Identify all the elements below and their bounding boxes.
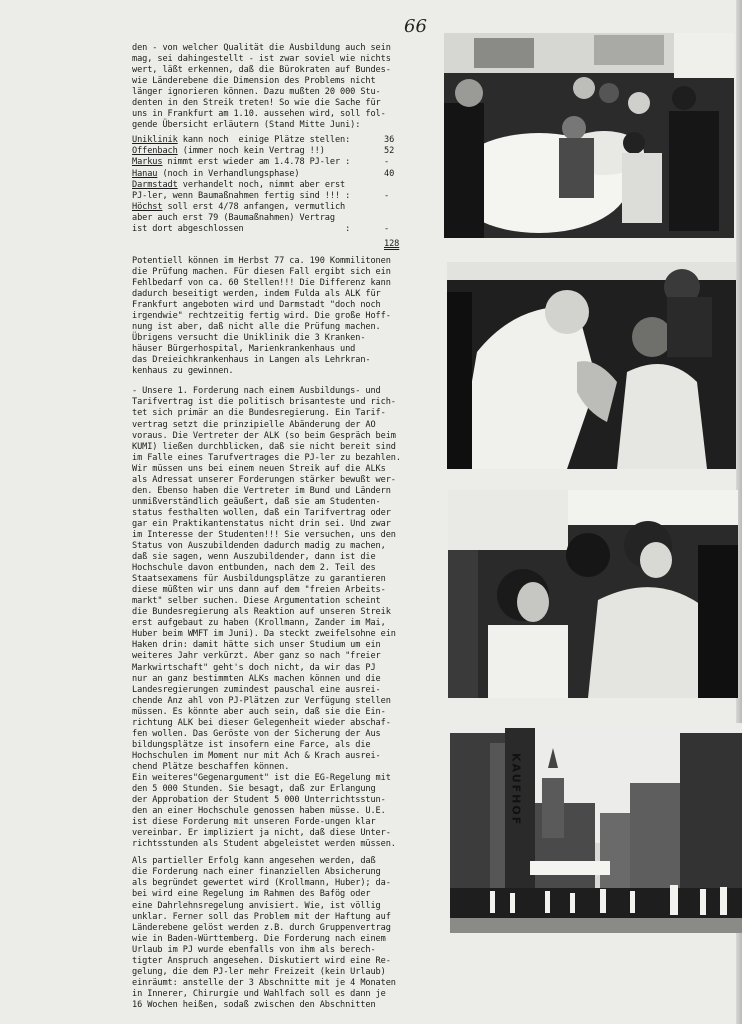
table-row <box>132 213 432 224</box>
hospital-name: Hanau <box>132 168 158 179</box>
row-text: PJ-ler, wenn Baumaßnahmen fertig sind !!! : <box>132 190 351 201</box>
row-value: 52 <box>384 146 395 157</box>
text-line: wie Länderebene die Dimension des Problems nicht <box>132 76 376 87</box>
table-row <box>132 202 432 213</box>
text-line: gende Übersicht erläutern (Stand Mitte Juni): <box>132 120 361 131</box>
text-line: Fehlbedarf von ca. 60 Stellen!!! Die Differenz kann <box>132 277 391 288</box>
text-line: Übrigens versucht die Uniklinik die 3 Kranken- <box>132 333 366 344</box>
photo-crowd-tables <box>444 33 734 238</box>
text-line: Landesregierungen zumindest pauschal eine ausrei- <box>132 684 381 695</box>
text-line: daß sie sagen, wenn Auszubildender, dann ist die <box>132 552 376 563</box>
text-line: Hochschule davon entbunden, nach dem 2. Teil des <box>132 563 376 574</box>
text-line: gar ein Praktikantenstatus nicht drin sei. Und zwar <box>132 518 391 529</box>
table-row <box>132 191 432 202</box>
text-line: Staatsexamens für Ausbildungsplätze zu garantieren <box>132 574 386 585</box>
text-line: unmißverständlich geäußert, daß sie am Studenten- <box>132 496 381 507</box>
text-line: Wir müssen uns bei einem neuen Streik auf die ALKs <box>132 463 386 474</box>
text-line: fen wollen. Das Geröste von der Sicherung der Aus <box>132 728 381 739</box>
text-line: nung ist aber, daß nicht alle die Prüfung machen. <box>132 322 381 333</box>
text-line: 16 Wochen heißen, sodaß zwischen den Abschnitten <box>132 999 376 1010</box>
text-line: Frankfurt angeboten wird und Darmstadt "doch noch <box>132 300 381 311</box>
hospital-name: Darmstadt <box>132 179 178 190</box>
text-line: bei wird eine Regelung im Rahmen des Bafög oder <box>132 889 371 900</box>
text-line: vertrag setzt die prinzipielle Abänderung der AO <box>132 419 376 430</box>
text-line: im Falle eines Tarufvertrages die PJ-ler zu bezahlen. <box>132 452 401 463</box>
text-line: müssen. Es könnte aber auch sein, daß sie die Ein- <box>132 706 386 717</box>
photo-discussion <box>447 262 736 469</box>
text-line: Hochschulen im Moment nur mit Ach & Krach ausrei- <box>132 750 381 761</box>
text-line: einräumt: anstelle der 3 Abschnitte mit je 4 Monaten <box>132 977 396 988</box>
row-text: (noch in Verhandlungsphase) <box>157 168 300 179</box>
demand-paragraph <box>132 386 432 850</box>
text-line: unklar. Ferner soll das Problem mit der Haftung auf <box>132 911 391 922</box>
text-line: Urlaub im PJ wurde ebenfalls von ihm als berech- <box>132 944 376 955</box>
text-line: chende Anz ahl von PJ-Plätzen zur Verfügung stellen <box>132 695 391 706</box>
text-line: vereinbar. Er impliziert ja nicht, daß diese Unter- <box>132 828 391 839</box>
text-line: Länderebene gelöst werden z.B. durch Gruppenvertrag <box>132 922 391 933</box>
text-line: als begründet gewertet wird (Krollmann, Huber); da- <box>132 878 391 889</box>
text-line: den. Ebenso haben die Vertreter im Bund und Ländern <box>132 485 391 496</box>
table-row <box>132 157 432 168</box>
row-value: - <box>384 223 390 234</box>
text-line: Potentiell können im Herbst 77 ca. 190 Kommilitonen <box>132 255 391 266</box>
text-line: bildungsplätze ist insofern eine Farce, als die <box>132 739 371 750</box>
text-line: richtsstunden als Student abgeleistet werden müssen. <box>132 839 396 850</box>
text-line: die Prüfung machen. Für diesen Fall ergibt sich ein <box>132 266 391 277</box>
row-text: soll erst 4/78 anfangen, vermutlich <box>162 201 346 212</box>
text-line: eine Dahrlehnsregelung anvisiert. Wie, ist völlig <box>132 900 381 911</box>
table-row <box>132 180 432 191</box>
text-line: die Bundesregierung als Reaktion auf unseren Streik <box>132 607 391 618</box>
text-line: Markwirtschaft" geht's doch nicht, da wir das PJ <box>132 662 376 673</box>
row-value: 40 <box>384 168 395 179</box>
potential-paragraph <box>132 256 432 378</box>
text-line: voraus. Die Vertreter der ALK (so beim Gespräch beim <box>132 430 396 441</box>
text-line: das Dreieichkrankenhaus in Langen als Lehrkran- <box>132 355 371 366</box>
text-line: erst aufgebaut zu haben (Krollmann, Zander im Mai, <box>132 618 386 629</box>
text-line: irgendwie" rechtzeitig fertig wird. Die große Hoff- <box>132 311 391 322</box>
row-value: - <box>384 190 390 201</box>
text-line: Ein weiteres"Gegenargument" ist die EG-Regelung mit <box>132 773 391 783</box>
text-line: diese müßten wir uns dann auf dem "freien Arbeits- <box>132 585 386 596</box>
text-line: länger ignorieren können. Dazu mußten 20 000 Stu- <box>132 87 381 98</box>
row-value: 36 <box>384 135 395 146</box>
hospital-name: Markus <box>132 157 163 168</box>
placement-overview-table <box>132 135 432 249</box>
text-line: den an einer Hochschule genossen haben müsse. U.E. <box>132 806 386 817</box>
text-line: Huber beim WMFT im Juni). Da steckt zweifelsohne ein <box>132 629 396 640</box>
partial-success-paragraph <box>132 856 432 1011</box>
text-line: Tarifvertrag ist die politisch brisanteste und rich- <box>132 397 396 408</box>
text-line: häuser Bürgerhospital, Marienkrankenhaus und <box>132 344 356 355</box>
text-line: die Forderung nach einer finanziellen Absicherung <box>132 867 381 878</box>
hospital-name: Höchst <box>132 201 163 212</box>
text-line: dadurch beseitigt werden, indem Fulda als ALK für <box>132 288 381 299</box>
text-line: mag, sei dahingestellt - ist zwar soviel wie nichts <box>132 54 391 65</box>
text-line: weiteres Jahr verkürzt. Aber ganz so nach "freier <box>132 651 381 662</box>
row-text: kann noch einige Plätze stellen: <box>177 135 351 146</box>
text-line: kenhaus zu gewinnen. <box>132 366 234 377</box>
text-line: chend Plätze beschaffen können. <box>132 761 290 772</box>
table-row <box>132 224 432 235</box>
text-line: uns in Frankfurt am 1.10. aussehen wird, soll fol- <box>132 109 386 120</box>
row-text: ist dort abgeschlossen : <box>132 223 351 234</box>
text-line: nur an ganz bestimmten ALKs machen können und die <box>132 673 381 684</box>
text-line: den 5 000 Stunden. Sie besagt, daß zur Erlangung <box>132 784 376 795</box>
page-number: 66 <box>404 16 427 37</box>
photo-street-demonstration <box>450 723 742 933</box>
row-text: aber auch erst 79 (Baumaßnahmen) Vertrag <box>132 212 335 223</box>
row-text: nimmt erst wieder am 1.4.78 PJ-ler : <box>162 157 351 168</box>
hospital-name: Uniklinik <box>132 135 178 146</box>
text-line: denten in den Streik treten! So wie die Sache für <box>132 98 381 109</box>
text-line: KUMI) ließen durchblicken, daß sie nicht bereit sind <box>132 441 396 452</box>
text-line: den - von welcher Qualität die Ausbildung auch sein <box>132 43 391 53</box>
intro-paragraph <box>132 43 432 131</box>
photo-men-conversation <box>448 490 738 698</box>
table-row <box>132 146 432 157</box>
table-total-value: 128 <box>384 238 400 249</box>
table-row <box>132 169 432 180</box>
text-line: wert, läßt erkennen, daß die Bürokraten auf Bundes- <box>132 65 391 76</box>
table-total-row <box>132 239 432 250</box>
row-value: - <box>384 157 390 168</box>
text-line: im Interesse der Studenten!!! Sie versuchen, uns den <box>132 529 396 540</box>
text-line: ist diese Forderung mit unseren Forde-ungen klar <box>132 817 376 828</box>
text-line: - Unsere 1. Forderung nach einem Ausbildungs- und <box>132 386 381 397</box>
text-line: als Adressat unserer Forderungen stärker bewußt wer- <box>132 474 396 485</box>
kaufhof-sign: KAUFHOF <box>509 753 523 827</box>
text-line: der Approbation der Student 5 000 Unterrichtsstun- <box>132 795 386 806</box>
text-line: in Innerer, Chirurgie und Wahlfach soll es dann je <box>132 988 386 999</box>
text-line: tet sich primär an die Bundesregierung. Ein Tarif- <box>132 408 386 419</box>
text-line: Haken drin: damit hätte sich unser Studium um ein <box>132 640 381 651</box>
text-line: status festhalten wollen, daß ein Tarifvertrag oder <box>132 507 391 518</box>
text-line: Status von Auszubildenden dadurch madig zu machen, <box>132 541 386 552</box>
text-line: Als partieller Erfolg kann angesehen werden, daß <box>132 856 376 867</box>
text-line: wie in Baden-Württemberg. Die Forderung nach einem <box>132 933 386 944</box>
text-line: richtung ALK bei dieser Gelegenheit wieder abschaf- <box>132 717 391 728</box>
text-line: tigter Anspruch angesehen. Diskutiert wird eine Re- <box>132 955 391 966</box>
row-text: verhandelt noch, nimmt aber erst <box>177 179 346 190</box>
row-text: (immer noch kein Vertrag !!) <box>177 146 325 157</box>
hospital-name: Offenbach <box>132 146 178 157</box>
text-line: markt" selber suchen. Diese Argumentation scheint <box>132 596 381 607</box>
text-column <box>132 43 432 1011</box>
text-line: gelung, die dem PJ-ler mehr Freizeit (kein Urlaub) <box>132 966 386 977</box>
table-row <box>132 135 432 146</box>
